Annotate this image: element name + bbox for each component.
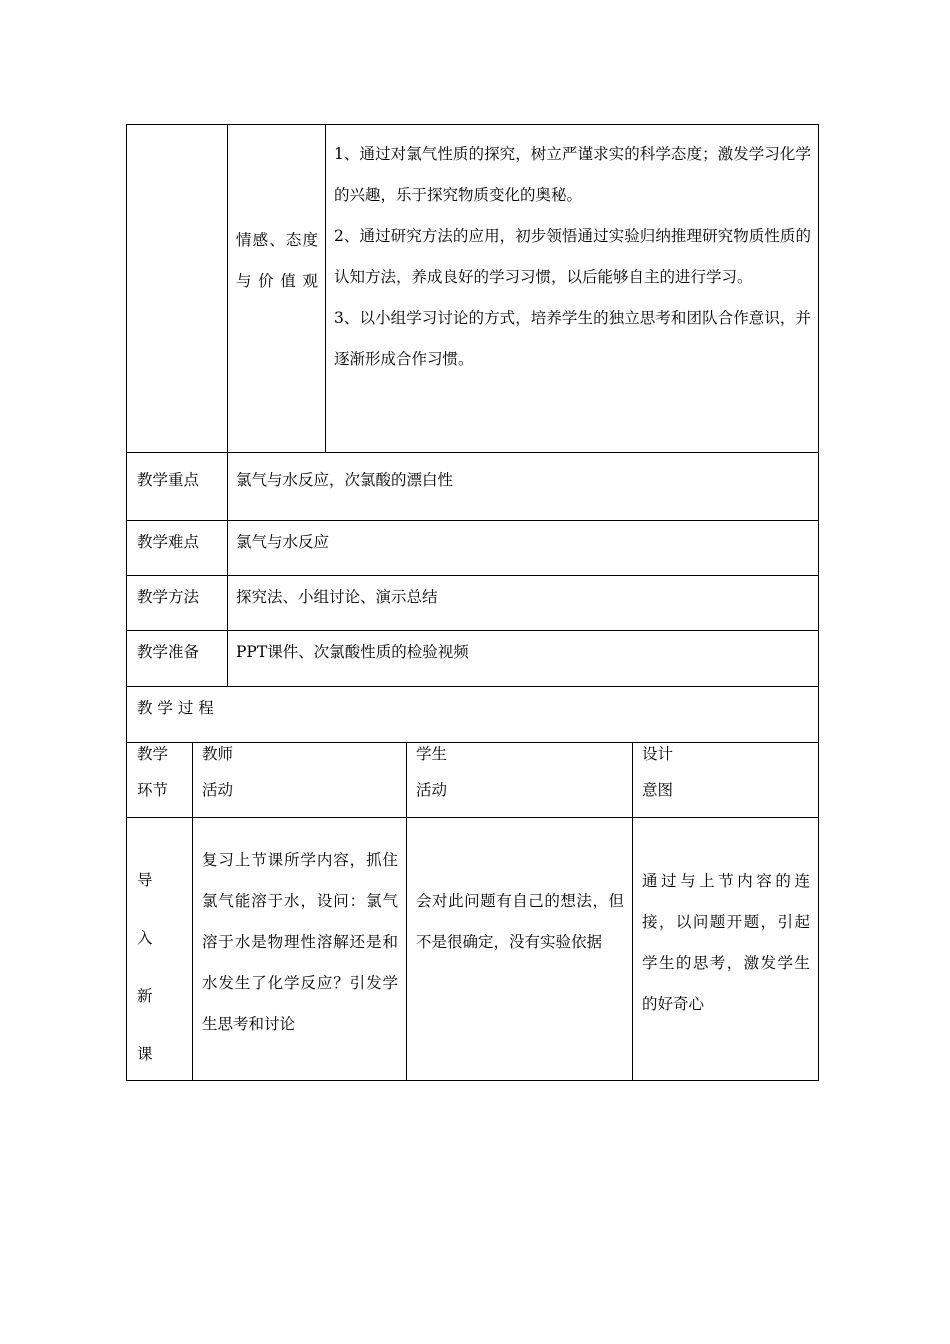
emotion-label [236, 220, 318, 302]
stage-char-3: 新 [137, 987, 153, 1005]
stage-char-2: 入 [137, 929, 153, 947]
header-intent-line2: 意图 [642, 781, 674, 799]
stage-char-1: 导 [137, 871, 153, 889]
header-student-line2: 活动 [416, 781, 448, 799]
row-divider-5 [126, 686, 819, 687]
table-border-top [126, 124, 819, 125]
row-divider-7 [126, 817, 819, 818]
emotion-item-3: 3、以小组学习讨论的方式，培养学生的独立思考和团队合作意识，并逐渐形成合作习惯。 [334, 309, 811, 368]
row-divider-1 [126, 452, 819, 453]
row-divider-4 [126, 630, 819, 631]
stage-column [137, 851, 153, 1083]
col-divider-label-rows [227, 452, 228, 687]
student-activity: 会对此问题有自己的想法，但不是很确定，没有实验依据 [416, 892, 624, 951]
emotion-item-2: 2、通过研究方法的应用，初步领悟通过实验归纳推理研究物质性质的认知方法，养成良好的学习习惯，以后能够自主的进行学习。 [334, 227, 811, 286]
col-divider-process-1 [192, 742, 193, 1081]
header-stage-line2: 环节 [137, 781, 169, 799]
teacher-activity: 复习上节课所学内容，抓住氯气能溶于水，设问：氯气溶于水是物理性溶解还是和水发生了化学反应？引发学生思考和讨论 [202, 851, 398, 1033]
emotion-item-1: 1、通过对氯气性质的探究，树立严谨求实的科学态度；激发学习化学的兴趣，乐于探究物质变化的奥秘。 [334, 145, 811, 204]
design-intent: 通过与上节内容的连接，以问题开题，引起学生的思考，激发学生的好奇心 [642, 872, 810, 1013]
header-teacher [202, 736, 233, 808]
emotion-content [334, 134, 811, 380]
process-title: 教 学 过 程 [137, 699, 214, 717]
stage-char-4: 课 [137, 1045, 153, 1063]
emotion-label-text: 情感、态度与价值观 [236, 231, 318, 290]
col-divider-process-2 [406, 742, 407, 1081]
row-label-preparation: 教学准备 [137, 643, 200, 661]
col-divider-process-3 [632, 742, 633, 1081]
row-value-preparation: PPT课件、次氯酸性质的检验视频 [236, 643, 469, 661]
table-border-left [126, 124, 127, 1081]
table-border-bottom [126, 1080, 819, 1081]
header-teacher-line2: 活动 [202, 781, 234, 799]
header-stage [137, 736, 168, 808]
row-label-methods: 教学方法 [137, 588, 200, 606]
row-label-key-points: 教学重点 [137, 471, 200, 489]
row-label-difficulties: 教学难点 [137, 533, 200, 551]
table-border-right [818, 124, 819, 1081]
header-intent-line1: 设计 [642, 745, 674, 763]
header-stage-line1: 教学 [137, 745, 169, 763]
row-value-methods: 探究法、小组讨论、演示总结 [236, 588, 438, 606]
row-divider-2 [126, 520, 819, 521]
header-intent [642, 736, 673, 808]
col-divider-emotion-2 [325, 124, 326, 453]
row-value-difficulties: 氯气与水反应 [236, 533, 330, 551]
header-student [416, 736, 447, 808]
row-divider-3 [126, 575, 819, 576]
header-student-line1: 学生 [416, 745, 448, 763]
col-divider-emotion-1 [227, 124, 228, 453]
header-teacher-line1: 教师 [202, 745, 234, 763]
row-value-key-points: 氯气与水反应，次氯酸的漂白性 [236, 471, 454, 489]
